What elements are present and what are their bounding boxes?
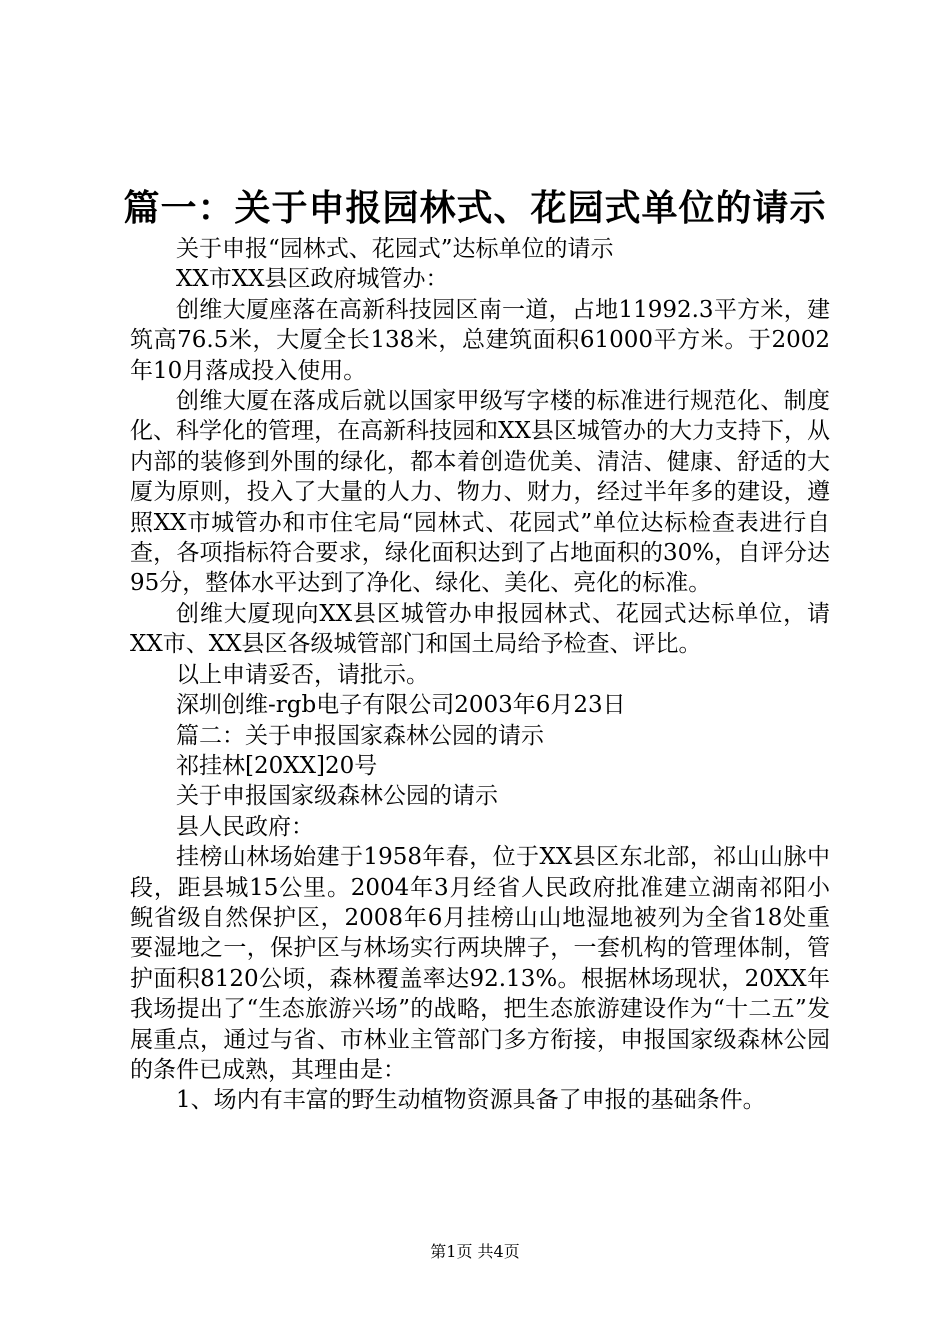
paragraph: 创维大厦现向XX县区城管办申报园林式、花园式达标单位，请XX市、XX县区各级城管部门和国土局给予检查、评比。: [130, 600, 830, 658]
paragraph: 以上申请妥否，请批示。: [176, 661, 429, 688]
paragraph: XX市XX县区政府城管办：: [176, 266, 449, 293]
paragraph: 创维大厦座落在高新科技园区南一道，占地11992.3平方米，建筑高76.5米，大厦全长138米，总建筑面积61000平方米。于2002年10月落成投入使用。: [130, 296, 830, 384]
paragraph: 祁挂林[20XX]20号: [176, 752, 378, 779]
page-number-footer: 第1页 共4页: [430, 1242, 520, 1261]
paragraph: 深圳创维-rgb电子有限公司2003年6月23日: [176, 692, 626, 719]
paragraph: 1、场内有丰富的野生动植物资源具备了申报的基础条件。: [176, 1087, 766, 1114]
paragraph: 关于申报“园林式、花园式”达标单位的请示: [176, 236, 614, 262]
paragraph: 挂榜山林场始建于1958年春，位于XX县区东北部，祁山山脉中段，距县城15公里。2004年3月经省人民政府批准建立湖南祁阳小鲵省级自然保护区，2008年6月挂榜山山地湿地被列为全省18处重要湿地之一，保护区与林场实行两块牌子，一套机构的管理体制，管护面积8120公顷，森林覆盖率达92.13%。根据林场现状，20XX年我场提出了“生态旅游兴场”的战略，把生态旅游建设作为“十二五”发展重点，通过与省、市林业主管部门多方衔接，申报国家级森林公园的条件已成熟，其理由是：: [130, 844, 830, 1083]
paragraph: 创维大厦在落成后就以国家甲级写字楼的标准进行规范化、制度化、科学化的管理，在高新科技园和XX县区城管办的大力支持下，从内部的装修到外围的绿化，都本着创造优美、清洁、健康、舒适的大厦为原则，投入了大量的人力、物力、财力，经过半年多的建设，遵照XX市城管办和市住宅局“园林式、花园式”单位达标检查表进行自查，各项指标符合要求，绿化面积达到了占地面积的30%，自评分达95分，整体水平达到了净化、绿化、美化、亮化的标准。: [130, 388, 830, 597]
document-body: [130, 234, 830, 1116]
paragraph: 关于申报国家级森林公园的请示: [176, 783, 498, 810]
document-title: 篇一：关于申报园林式、花园式单位的请示: [123, 187, 827, 229]
paragraph: 篇二：关于申报国家森林公园的请示: [176, 722, 544, 749]
paragraph: 县人民政府：: [176, 813, 314, 840]
